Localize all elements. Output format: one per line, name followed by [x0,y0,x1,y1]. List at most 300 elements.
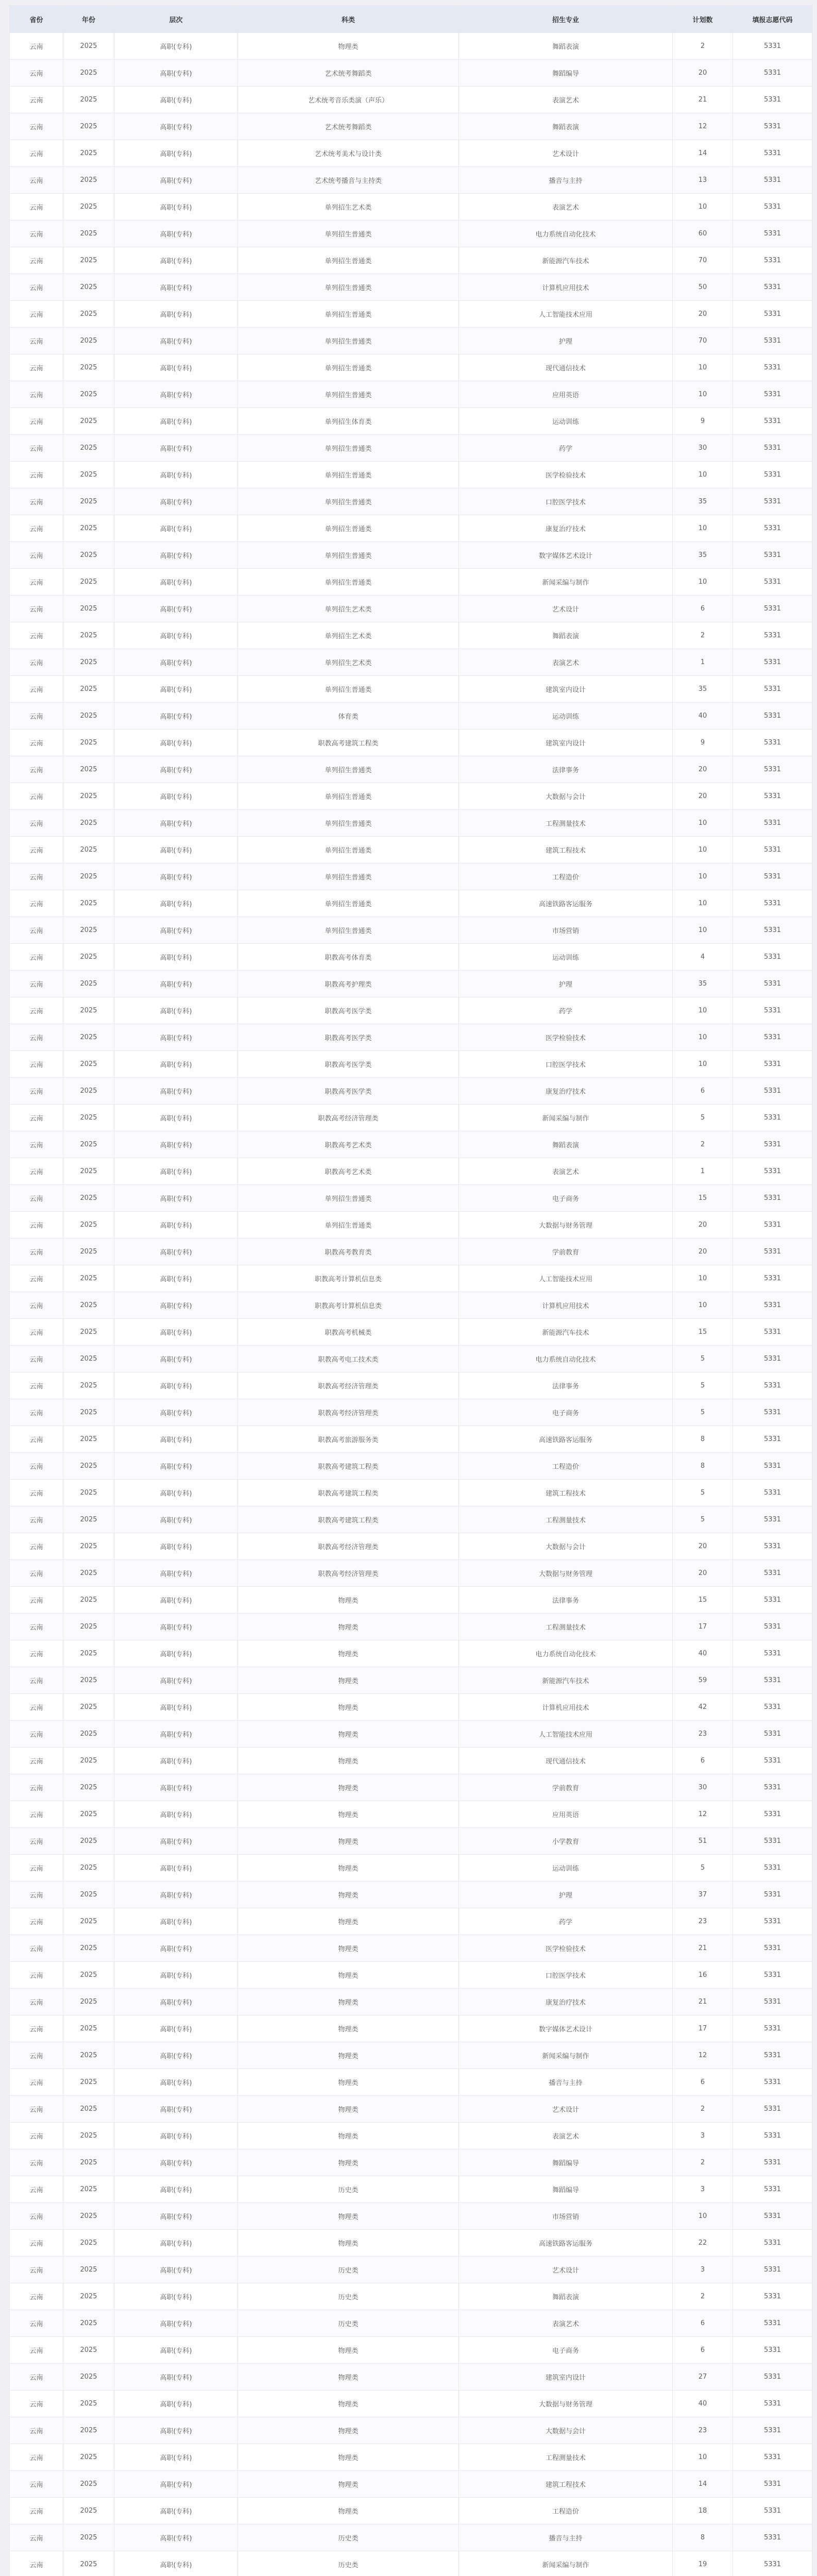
table-row [10,301,812,328]
cell-plan-count: 50 [673,274,733,301]
cell-category: 艺术统考播音与主持类 [238,167,459,194]
table-row [10,2524,812,2551]
cell-province: 云南 [10,515,63,542]
cell-year: 2025 [63,140,114,167]
cell-plan-count: 10 [673,810,733,837]
cell-volunteer-code: 5331 [733,1774,812,1801]
cell-volunteer-code: 5331 [733,971,812,997]
cell-major: 新能源汽车技术 [459,247,673,274]
cell-category: 物理类 [238,2364,459,2391]
cell-year: 2025 [63,1748,114,1774]
cell-volunteer-code: 5331 [733,1480,812,1506]
table-row [10,140,812,167]
cell-plan-count: 51 [673,1828,733,1855]
cell-year: 2025 [63,730,114,756]
cell-year: 2025 [63,354,114,381]
cell-major: 建筑工程技术 [459,2471,673,2498]
cell-level: 高职(专科) [114,917,238,944]
cell-province: 云南 [10,221,63,247]
cell-year: 2025 [63,1078,114,1105]
table-row [10,87,812,113]
cell-level: 高职(专科) [114,1748,238,1774]
cell-year: 2025 [63,1239,114,1265]
cell-major: 建筑室内设计 [459,676,673,703]
cell-plan-count: 5 [673,1399,733,1426]
table-row [10,1372,812,1399]
cell-category: 艺术统考美术与设计类 [238,140,459,167]
table-row [10,1399,812,1426]
cell-volunteer-code: 5331 [733,1185,812,1212]
cell-category: 职教高考体育类 [238,944,459,971]
cell-level: 高职(专科) [114,1801,238,1828]
cell-category: 物理类 [238,2337,459,2364]
cell-province: 云南 [10,863,63,890]
cell-level: 高职(专科) [114,2203,238,2230]
cell-plan-count: 35 [673,971,733,997]
cell-volunteer-code: 5331 [733,1828,812,1855]
cell-volunteer-code: 5331 [733,274,812,301]
cell-level: 高职(专科) [114,2498,238,2524]
table-row [10,1480,812,1506]
cell-plan-count: 9 [673,408,733,435]
cell-volunteer-code: 5331 [733,1935,812,1962]
table-row [10,2551,812,2576]
cell-level: 高职(专科) [114,971,238,997]
cell-plan-count: 20 [673,1533,733,1560]
cell-province: 云南 [10,649,63,676]
cell-province: 云南 [10,2337,63,2364]
cell-volunteer-code: 5331 [733,1882,812,1908]
cell-plan-count: 6 [673,2310,733,2337]
cell-level: 高职(专科) [114,1051,238,1078]
cell-plan-count: 21 [673,1989,733,2015]
table-row [10,1908,812,1935]
cell-province: 云南 [10,1748,63,1774]
cell-volunteer-code: 5331 [733,542,812,569]
cell-province: 云南 [10,1372,63,1399]
cell-province: 云南 [10,1721,63,1748]
cell-province: 云南 [10,1105,63,1131]
cell-category: 物理类 [238,1935,459,1962]
table-row [10,1533,812,1560]
cell-volunteer-code: 5331 [733,2498,812,2524]
cell-major: 康复治疗技术 [459,1078,673,1105]
cell-major: 计算机应用技术 [459,274,673,301]
cell-level: 高职(专科) [114,703,238,730]
cell-plan-count: 9 [673,730,733,756]
table-row [10,997,812,1024]
cell-level: 高职(专科) [114,221,238,247]
cell-volunteer-code: 5331 [733,381,812,408]
cell-year: 2025 [63,2149,114,2176]
cell-category: 单列招生普通类 [238,783,459,810]
cell-province: 云南 [10,944,63,971]
cell-province: 云南 [10,1935,63,1962]
cell-category: 单列招生普通类 [238,917,459,944]
cell-province: 云南 [10,1667,63,1694]
cell-major: 口腔医学技术 [459,1051,673,1078]
cell-major: 电子商务 [459,1185,673,1212]
cell-plan-count: 15 [673,1185,733,1212]
cell-volunteer-code: 5331 [733,2123,812,2149]
cell-major: 数字媒体艺术设计 [459,2015,673,2042]
cell-major: 应用英语 [459,1801,673,1828]
cell-category: 职教高考建筑工程类 [238,1453,459,1480]
cell-plan-count: 40 [673,2391,733,2417]
cell-level: 高职(专科) [114,542,238,569]
cell-year: 2025 [63,2230,114,2257]
table-row [10,247,812,274]
cell-volunteer-code: 5331 [733,354,812,381]
cell-volunteer-code: 5331 [733,1265,812,1292]
cell-province: 云南 [10,703,63,730]
cell-category: 职教高考医学类 [238,1024,459,1051]
cell-plan-count: 5 [673,1480,733,1506]
cell-province: 云南 [10,917,63,944]
cell-province: 云南 [10,1051,63,1078]
cell-category: 职教高考经济管理类 [238,1372,459,1399]
cell-plan-count: 10 [673,837,733,863]
cell-province: 云南 [10,2524,63,2551]
cell-volunteer-code: 5331 [733,301,812,328]
cell-level: 高职(专科) [114,408,238,435]
cell-volunteer-code: 5331 [733,944,812,971]
cell-year: 2025 [63,2337,114,2364]
cell-major: 人工智能技术应用 [459,1265,673,1292]
cell-year: 2025 [63,783,114,810]
cell-major: 表演艺术 [459,87,673,113]
cell-major: 艺术设计 [459,140,673,167]
cell-major: 大数据与财务管理 [459,1212,673,1239]
cell-category: 物理类 [238,2096,459,2123]
cell-category: 职教高考经济管理类 [238,1533,459,1560]
cell-level: 高职(专科) [114,1560,238,1587]
cell-level: 高职(专科) [114,2524,238,2551]
cell-major: 艺术设计 [459,2257,673,2283]
cell-province: 云南 [10,2176,63,2203]
cell-volunteer-code: 5331 [733,2364,812,2391]
cell-province: 云南 [10,1506,63,1533]
cell-category: 物理类 [238,2444,459,2471]
cell-level: 高职(专科) [114,2337,238,2364]
table-row [10,1131,812,1158]
cell-level: 高职(专科) [114,2417,238,2444]
cell-plan-count: 10 [673,863,733,890]
cell-major: 表演艺术 [459,2123,673,2149]
cell-major: 播音与主持 [459,167,673,194]
cell-volunteer-code: 5331 [733,328,812,354]
table-row [10,730,812,756]
cell-plan-count: 23 [673,2417,733,2444]
table-row [10,408,812,435]
cell-plan-count: 59 [673,1667,733,1694]
cell-major: 高速铁路客运服务 [459,2230,673,2257]
cell-year: 2025 [63,1908,114,1935]
cell-level: 高职(专科) [114,596,238,622]
cell-category: 艺术统考音乐类演（声乐） [238,87,459,113]
cell-volunteer-code: 5331 [733,1587,812,1614]
cell-category: 物理类 [238,1748,459,1774]
cell-volunteer-code: 5331 [733,649,812,676]
cell-plan-count: 20 [673,301,733,328]
table-row [10,60,812,87]
cell-province: 云南 [10,2498,63,2524]
cell-level: 高职(专科) [114,1855,238,1882]
cell-major: 舞蹈表演 [459,33,673,60]
table-row [10,1935,812,1962]
cell-year: 2025 [63,1319,114,1346]
cell-level: 高职(专科) [114,810,238,837]
cell-plan-count: 70 [673,328,733,354]
cell-level: 高职(专科) [114,1667,238,1694]
cell-province: 云南 [10,1319,63,1346]
table-row [10,2364,812,2391]
header-major: 招生专业 [459,6,673,33]
cell-level: 高职(专科) [114,247,238,274]
cell-plan-count: 10 [673,462,733,488]
cell-category: 历史类 [238,2524,459,2551]
cell-major: 工程测量技术 [459,2444,673,2471]
cell-major: 电子商务 [459,2337,673,2364]
cell-province: 云南 [10,328,63,354]
cell-major: 播音与主持 [459,2069,673,2096]
cell-plan-count: 15 [673,1587,733,1614]
cell-year: 2025 [63,997,114,1024]
cell-plan-count: 40 [673,1640,733,1667]
cell-year: 2025 [63,1640,114,1667]
cell-year: 2025 [63,890,114,917]
cell-province: 云南 [10,1908,63,1935]
cell-category: 物理类 [238,2123,459,2149]
cell-year: 2025 [63,2498,114,2524]
table-row [10,1694,812,1721]
cell-level: 高职(专科) [114,1105,238,1131]
table-row [10,944,812,971]
cell-plan-count: 10 [673,997,733,1024]
cell-volunteer-code: 5331 [733,863,812,890]
cell-level: 高职(专科) [114,2176,238,2203]
cell-category: 物理类 [238,1614,459,1640]
cell-major: 运动训练 [459,944,673,971]
cell-year: 2025 [63,676,114,703]
cell-major: 大数据与会计 [459,783,673,810]
cell-year: 2025 [63,1828,114,1855]
table-row [10,1105,812,1131]
cell-province: 云南 [10,2203,63,2230]
cell-province: 云南 [10,408,63,435]
cell-volunteer-code: 5331 [733,2042,812,2069]
cell-category: 职教高考艺术类 [238,1158,459,1185]
cell-year: 2025 [63,1774,114,1801]
cell-year: 2025 [63,703,114,730]
cell-level: 高职(专科) [114,1533,238,1560]
cell-plan-count: 16 [673,1962,733,1989]
cell-major: 建筑工程技术 [459,1480,673,1506]
cell-level: 高职(专科) [114,730,238,756]
cell-province: 云南 [10,87,63,113]
cell-category: 单列招生艺术类 [238,649,459,676]
table-row [10,1774,812,1801]
cell-category: 单列招生普通类 [238,381,459,408]
cell-category: 物理类 [238,2203,459,2230]
cell-level: 高职(专科) [114,274,238,301]
cell-volunteer-code: 5331 [733,2283,812,2310]
cell-level: 高职(专科) [114,1882,238,1908]
table-row [10,2042,812,2069]
cell-volunteer-code: 5331 [733,194,812,221]
cell-province: 云南 [10,2444,63,2471]
table-row [10,1748,812,1774]
cell-major: 电力系统自动化技术 [459,1640,673,1667]
cell-major: 数字媒体艺术设计 [459,542,673,569]
cell-plan-count: 17 [673,1614,733,1640]
cell-level: 高职(专科) [114,2310,238,2337]
cell-year: 2025 [63,1131,114,1158]
cell-level: 高职(专科) [114,194,238,221]
cell-major: 医学检验技术 [459,462,673,488]
cell-year: 2025 [63,1372,114,1399]
cell-level: 高职(专科) [114,2069,238,2096]
cell-year: 2025 [63,1024,114,1051]
cell-year: 2025 [63,221,114,247]
cell-level: 高职(专科) [114,1265,238,1292]
cell-province: 云南 [10,997,63,1024]
cell-major: 工程测量技术 [459,1506,673,1533]
cell-category: 物理类 [238,2149,459,2176]
cell-year: 2025 [63,1426,114,1453]
cell-province: 云南 [10,1239,63,1265]
cell-volunteer-code: 5331 [733,1748,812,1774]
cell-major: 新闻采编与制作 [459,569,673,596]
cell-level: 高职(专科) [114,2257,238,2283]
cell-level: 高职(专科) [114,1774,238,1801]
cell-plan-count: 2 [673,1131,733,1158]
table-row [10,676,812,703]
cell-volunteer-code: 5331 [733,1426,812,1453]
cell-major: 表演艺术 [459,1158,673,1185]
cell-volunteer-code: 5331 [733,2069,812,2096]
table-row [10,2391,812,2417]
cell-major: 工程造价 [459,2498,673,2524]
cell-major: 学前教育 [459,1774,673,1801]
cell-major: 运动训练 [459,703,673,730]
cell-level: 高职(专科) [114,1935,238,1962]
cell-category: 历史类 [238,2310,459,2337]
cell-major: 表演艺术 [459,649,673,676]
cell-category: 职教高考建筑工程类 [238,730,459,756]
cell-year: 2025 [63,917,114,944]
table-row [10,1319,812,1346]
cell-major: 康复治疗技术 [459,515,673,542]
cell-plan-count: 10 [673,890,733,917]
cell-volunteer-code: 5331 [733,1239,812,1265]
cell-category: 历史类 [238,2551,459,2576]
cell-province: 云南 [10,1640,63,1667]
cell-province: 云南 [10,1212,63,1239]
cell-category: 单列招生普通类 [238,462,459,488]
cell-volunteer-code: 5331 [733,2203,812,2230]
cell-plan-count: 10 [673,569,733,596]
cell-year: 2025 [63,2203,114,2230]
cell-category: 职教高考医学类 [238,1051,459,1078]
cell-volunteer-code: 5331 [733,2471,812,2498]
cell-province: 云南 [10,354,63,381]
cell-level: 高职(专科) [114,997,238,1024]
cell-province: 云南 [10,1292,63,1319]
table-row [10,2498,812,2524]
table-row [10,1989,812,2015]
table-row [10,569,812,596]
cell-category: 职教高考电工技术类 [238,1346,459,1372]
cell-province: 云南 [10,1185,63,1212]
cell-province: 云南 [10,1265,63,1292]
cell-province: 云南 [10,2096,63,2123]
cell-plan-count: 5 [673,1506,733,1533]
cell-volunteer-code: 5331 [733,488,812,515]
cell-category: 单列招生普通类 [238,542,459,569]
cell-province: 云南 [10,1346,63,1372]
cell-volunteer-code: 5331 [733,221,812,247]
cell-level: 高职(专科) [114,1694,238,1721]
cell-major: 现代通信技术 [459,354,673,381]
cell-year: 2025 [63,1560,114,1587]
cell-year: 2025 [63,2176,114,2203]
cell-level: 高职(专科) [114,1158,238,1185]
cell-volunteer-code: 5331 [733,890,812,917]
cell-volunteer-code: 5331 [733,140,812,167]
cell-major: 计算机应用技术 [459,1292,673,1319]
cell-level: 高职(专科) [114,1292,238,1319]
cell-plan-count: 4 [673,944,733,971]
cell-province: 云南 [10,2257,63,2283]
cell-province: 云南 [10,810,63,837]
table-row [10,2444,812,2471]
cell-province: 云南 [10,783,63,810]
cell-year: 2025 [63,2364,114,2391]
cell-major: 运动训练 [459,1855,673,1882]
cell-volunteer-code: 5331 [733,1319,812,1346]
cell-category: 单列招生普通类 [238,890,459,917]
table-row [10,783,812,810]
cell-volunteer-code: 5331 [733,408,812,435]
cell-level: 高职(专科) [114,1346,238,1372]
cell-volunteer-code: 5331 [733,2096,812,2123]
cell-volunteer-code: 5331 [733,703,812,730]
table-row [10,1051,812,1078]
table-row [10,2203,812,2230]
cell-category: 物理类 [238,2471,459,2498]
table-row [10,1239,812,1265]
cell-plan-count: 14 [673,2471,733,2498]
cell-year: 2025 [63,2042,114,2069]
cell-level: 高职(专科) [114,87,238,113]
cell-level: 高职(专科) [114,756,238,783]
cell-major: 口腔医学技术 [459,1962,673,1989]
cell-plan-count: 21 [673,1935,733,1962]
cell-category: 职教高考计算机信息类 [238,1292,459,1319]
cell-plan-count: 10 [673,515,733,542]
cell-level: 高职(专科) [114,1426,238,1453]
cell-category: 单列招生普通类 [238,488,459,515]
table-header [10,6,812,33]
cell-volunteer-code: 5331 [733,1453,812,1480]
cell-level: 高职(专科) [114,1828,238,1855]
cell-volunteer-code: 5331 [733,1024,812,1051]
cell-province: 云南 [10,1131,63,1158]
cell-plan-count: 5 [673,1855,733,1882]
cell-level: 高职(专科) [114,2444,238,2471]
cell-year: 2025 [63,1721,114,1748]
